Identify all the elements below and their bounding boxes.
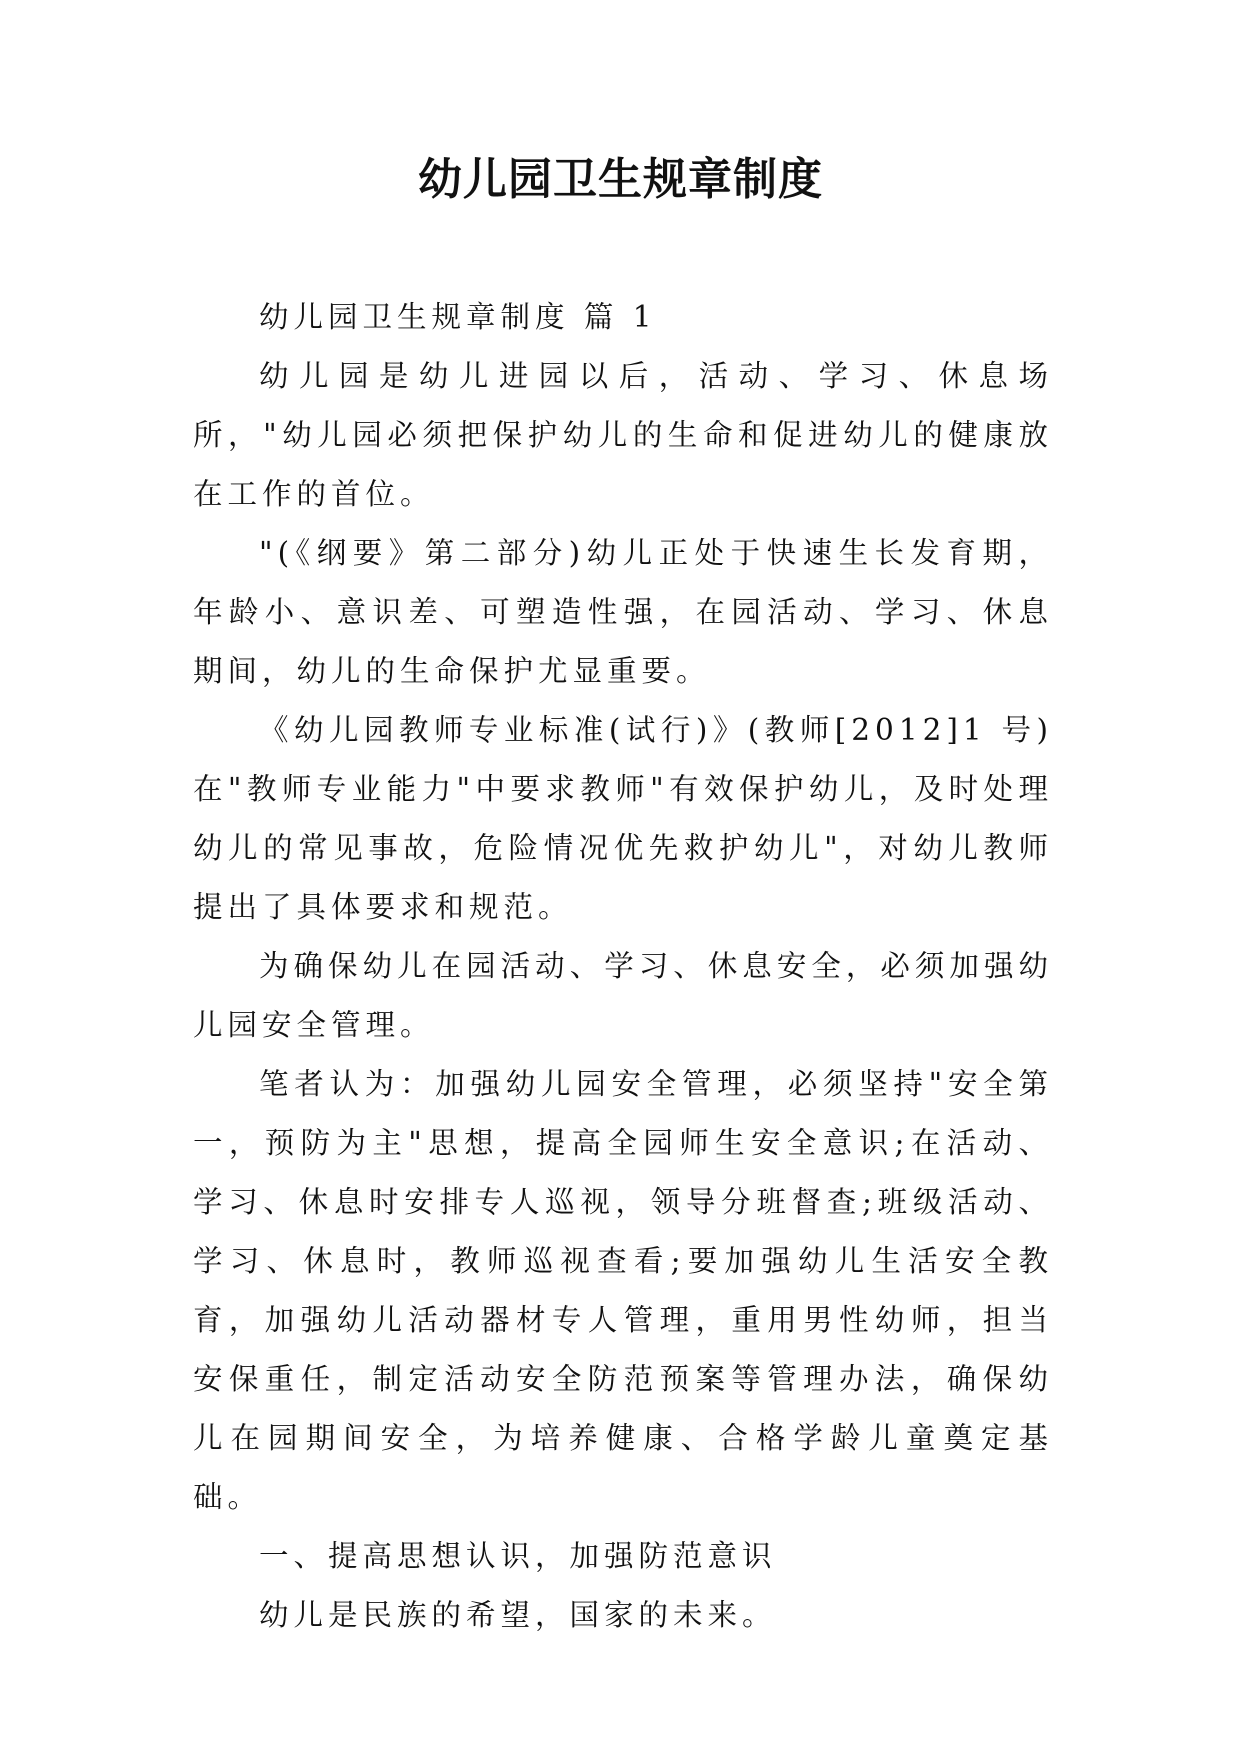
- subsection-heading: 一、提高思想认识，加强防范意识: [259, 1539, 777, 1573]
- paragraph: 《幼儿园教师专业标准(试行)》(教师[2012]1 号)在"教师专业能力"中要求教师"有效保护幼儿，及时处理幼儿的常见事故，危险情况优先救护幼儿"，对幼儿教师提出了具体要求和规范。: [193, 713, 1053, 924]
- section-heading: 幼儿园卫生规章制度 篇 1: [259, 300, 657, 334]
- paragraph: "(《纲要》第二部分)幼儿正处于快速生长发育期，年龄小、意识差、可塑造性强，在园活动、学习、休息期间，幼儿的生命保护尤显重要。: [193, 536, 1053, 688]
- paragraph: 笔者认为：加强幼儿园安全管理，必须坚持"安全第一，预防为主"思想，提高全园师生安全意识;在活动、学习、休息时安排专人巡视，领导分班督查;班级活动、学习、休息时，教师巡视查看;要加强幼儿生活安全教育，加强幼儿活动器材专人管理，重用男性幼师，担当安保重任，制定活动安全防范预案等管理办法，确保幼儿在园期间安全，为培养健康、合格学龄儿童奠定基础。: [193, 1067, 1053, 1514]
- document-body: [193, 288, 1053, 1645]
- paragraph: 为确保幼儿在园活动、学习、休息安全，必须加强幼儿园安全管理。: [193, 949, 1053, 1042]
- paragraph: 幼儿是民族的希望，国家的未来。: [259, 1598, 777, 1632]
- document-title: 幼儿园卫生规章制度: [418, 154, 823, 205]
- paragraph: 幼儿园是幼儿进园以后，活动、学习、休息场所，"幼儿园必须把保护幼儿的生命和促进幼儿的健康放在工作的首位。: [193, 359, 1053, 511]
